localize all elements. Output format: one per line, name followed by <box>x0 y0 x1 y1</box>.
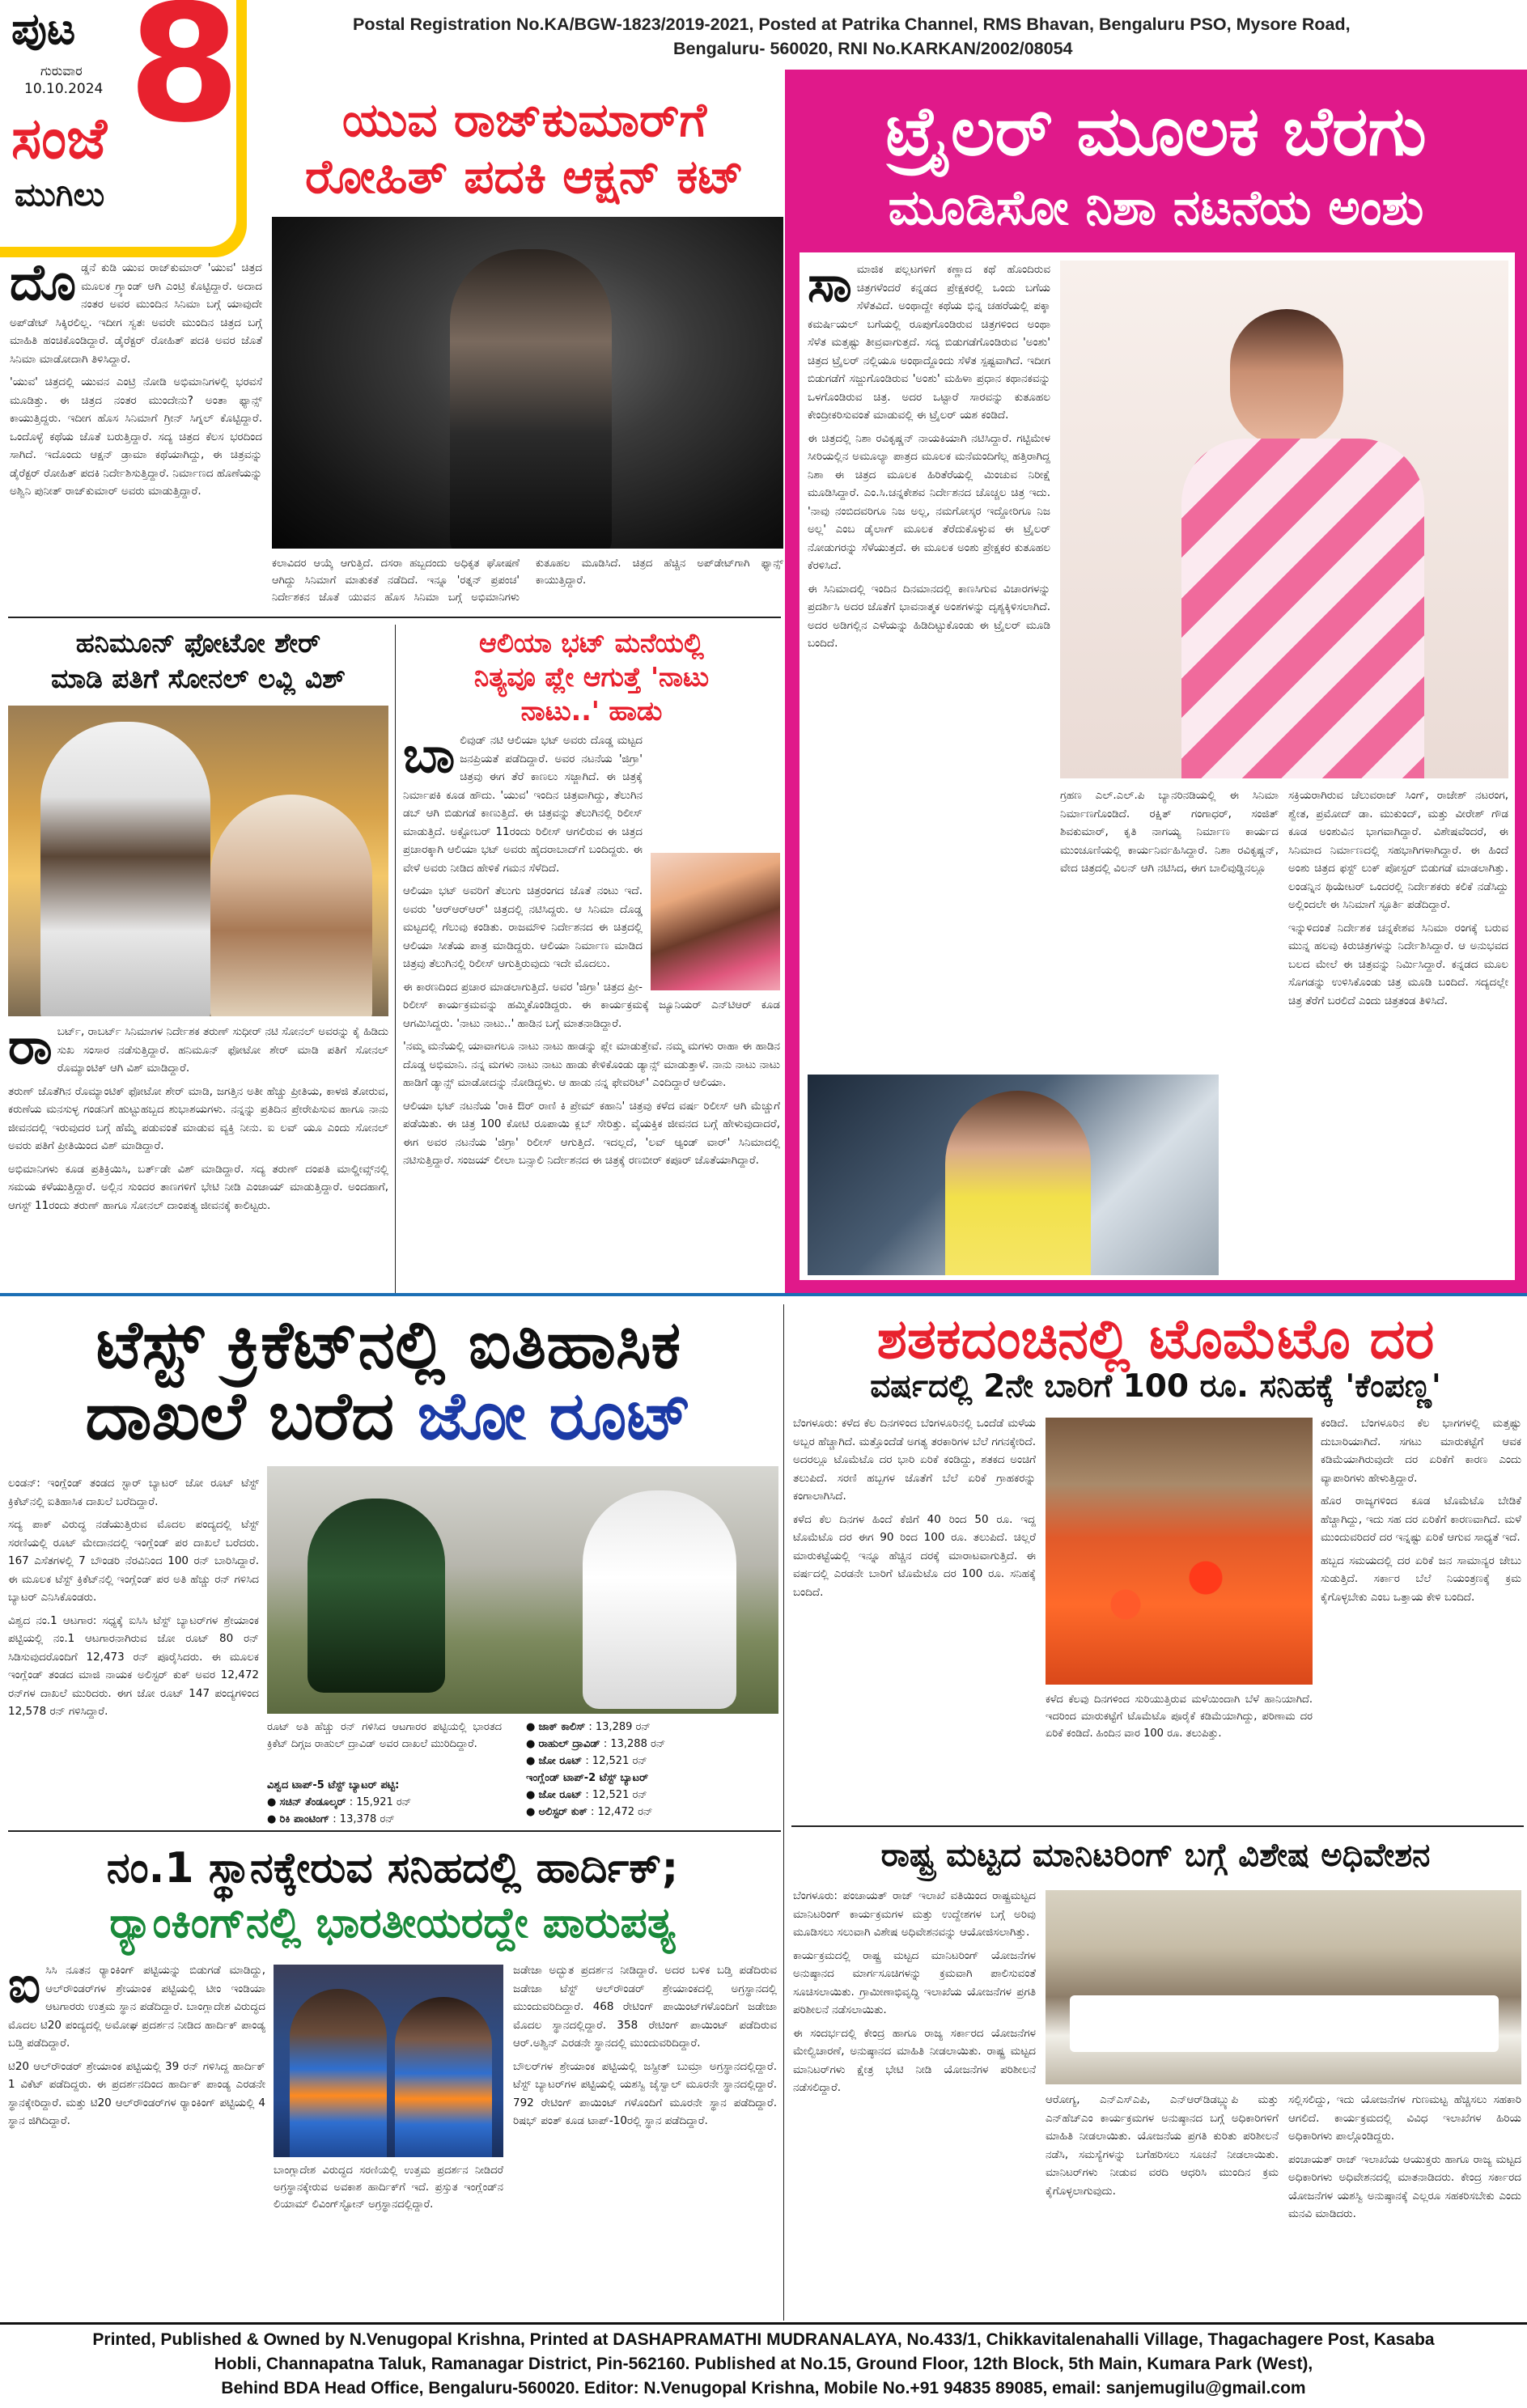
postal-line2: Bengaluru- 560020, RNI No.KARKAN/2002/08054 <box>673 39 1073 58</box>
sonal-headline-1: ಹನಿಮೂನ್ ಫೋಟೋ ಶೇರ್ <box>75 627 321 659</box>
tomato-col1-para-2: ಕಳೆದ ಕೆಲ ದಿನಗಳ ಹಿಂದೆ ಕೆಜಿಗೆ 40 ರಿಂದ 50 ರೂ. ಇದ್ದ ಟೊಮೆಟೊ ದರ ಈಗ 90 ರಿಂದ 100 ರೂ. ತಲುಪಿದೆ. ಚಿಲ್ಲರೆ ಮಾರುಕಟ್ಟೆಯಲ್ಲಿ ಇನ್ನೂ ಹೆಚ್ಚಿನ ದರಕ್ಕೆ ಮಾರಾಟವಾಗುತ್ತಿದೆ. ಈ ವರ್ಷದಲ್ಲಿ ಎರಡನೇ ಬಾರಿಗೆ ಟೊಮೆಟೊ ದರ 100 ರೂ. ಸನಿಹಕ್ಕೆ ಬಂದಿದೆ. <box>793 1512 1036 1599</box>
alia-headline-1: ಆಲಿಯಾ ಭಟ್ ಮನೆಯಲ್ಲಿ <box>479 627 704 659</box>
table-name: ಜೋ ರೂಟ್ <box>538 1755 583 1767</box>
hardik-body-col1 <box>8 1961 265 2317</box>
root-para-2: ಸದ್ಯ ಪಾಕ್ ವಿರುದ್ಧ ನಡೆಯುತ್ತಿರುವ ಮೊದಲ ಪಂದ್ಯದಲ್ಲಿ ಟೆಸ್ಟ್ ಸರಣಿಯಲ್ಲಿ ರೂಟ್ ಮೇದಾನದಲ್ಲಿ ಇಂಗ್ಲೆಂಡ್ ಪರ ದಾಖಲೆ ಬರೆದರು. 167 ಎಸೆತಗಳಲ್ಲಿ 7 ಬೌಂಡರಿ ನೆರವಿನಿಂದ 100 ರನ್ ಬಾರಿಸಿದ್ದಾರೆ. ಈ ಮೂಲಕ ಟೆಸ್ಟ್ ಕ್ರಿಕೆಟ್‌ನಲ್ಲಿ ಇಂಗ್ಲೆಂಡ್ ಪರ ಅತಿ ಹೆಚ್ಚು ರನ್ ಗಳಿಸಿದ ಬ್ಯಾಟರ್ ಎನಿಸಿಕೊಂಡರು. <box>8 1518 259 1604</box>
page-number: 8 <box>128 0 241 159</box>
table-row: ● ಸಚಿನ್ ತೆಂಡೂಲ್ಕರ್ : 15,921 ರನ್ <box>267 1796 412 1808</box>
raj-photo-figure <box>450 249 612 549</box>
table-runs: 13,288 ರನ್ <box>610 1738 666 1750</box>
sonal-photo-man <box>40 722 210 1016</box>
monitor-col1-para-3: ಈ ಸಂದರ್ಭದಲ್ಲಿ ಕೇಂದ್ರ ಹಾಗೂ ರಾಜ್ಯ ಸರ್ಕಾರದ ಯೋಜನೆಗಳ ಮೇಲ್ವಿಚಾರಣೆ, ಅನುಷ್ಠಾನದ ಮಾಹಿತಿ ನೀಡಲಾಯಿತು. ರಾಷ್ಟ್ರ ಮಟ್ಟದ ಮಾನಿಟರ್‌ಗಳು ಕ್ಷೇತ್ರ ಭೇಟಿ ನೀಡಿ ಯೋಜನೆಗಳ ಪರಿಶೀಲನೆ ನಡೆಸಲಿದ್ದಾರೆ. <box>793 2026 1036 2094</box>
raj-headline-1: ಯುವ ರಾಜ್‌ಕುಮಾರ್‌ಗೆ <box>341 92 707 147</box>
tomato-headline-1: ಶತಕದಂಚಿನಲ್ಲಿ ಟೊಮೆಟೊ ದರ <box>876 1308 1435 1371</box>
page-word: ಪುಟ <box>11 3 76 54</box>
divider-v1 <box>395 625 396 1296</box>
alia-body <box>403 731 780 1295</box>
hardik-headline-2: ರ್‍ಯಾಂಕಿಂಗ್‌ನಲ್ಲಿ ಭಾರತೀಯರದ್ದೇ ಪಾರುಪತ್ಯ <box>109 1899 676 1948</box>
brand-line2: ಮುಗಿಲು <box>15 176 105 214</box>
alia-para-5: ಆಲಿಯಾ ಭಟ್ ನಟನೆಯ 'ರಾಕಿ ಔರ್ ರಾಣಿ ಕಿ ಪ್ರೇಮ್ ಕಹಾನಿ' ಚಿತ್ರವು ಕಳೆದ ವರ್ಷ ರಿಲೀಸ್ ಆಗಿ ಮೆಚ್ಚುಗೆ ಪಡೆಯಿತು. ಈ ಚಿತ್ರ 100 ಕೋಟಿ ರೂಪಾಯಿ ಕ್ಲಬ್ ಸೇರಿತ್ತು. ವೈಯಕ್ತಿಕ ಜೀವನದ ಬಗ್ಗೆ ಹೇಳುವುದಾದರೆ, ಈಗ ಅವರ ನಟನೆಯ 'ಜಿಗ್ರಾ' ರಿಲೀಸ್ ಆಗುತ್ತಿದೆ. ಇದಲ್ಲದೆ, 'ಲವ್ ಆ್ಯಂಡ್ ವಾರ್' ಸಿನಿಮಾದಲ್ಲಿ ನಟಿಸುತ್ತಿದ್ದಾರೆ. ಸಂಜಯ್ ಲೀಲಾ ಬನ್ಸಾಲಿ ನಿರ್ದೇಶನದ ಈ ಚಿತ್ರಕ್ಕೆ ರಣಬೀರ್ ಕಪೂರ್ ಜೊತೆಯಾಗಿದ್ದಾರೆ. <box>403 1099 780 1167</box>
tomato-body-col1b: ಕಳೆದ ಕೆಲವು ದಿನಗಳಿಂದ ಸುರಿಯುತ್ತಿರುವ ಮಳೆಯಿಂದಾಗಿ ಬೆಳೆ ಹಾನಿಯಾಗಿದೆ. ಇದರಿಂದ ಮಾರುಕಟ್ಟೆಗೆ ಟೊಮೆಟೊ ಪೂರೈಕೆ ಕಡಿಮೆಯಾಗಿದ್ದು, ಪರಿಣಾಮ ದರ ಏರಿಕೆ ಕಂಡಿದೆ. ಹಿಂದಿನ ವಾರ 100 ರೂ. ತಲುಪಿತ್ತು. <box>1046 1694 1313 1740</box>
monitor-col3-para-1: ಸಲ್ಲಿಸಲಿದ್ದು, ಇದು ಯೋಜನೆಗಳ ಗುಣಮಟ್ಟ ಹೆಚ್ಚಿಸಲು ಸಹಕಾರಿ ಆಗಲಿದೆ. ಕಾರ್ಯಕ್ರಮದಲ್ಲಿ ವಿವಿಧ ಇಲಾಖೆಗಳ ಹಿರಿಯ ಅಧಿಕಾರಿಗಳು ಪಾಲ್ಗೊಂಡಿದ್ದರು. <box>1288 2093 1521 2143</box>
section-separator <box>0 1293 1527 1296</box>
brand-line1: ಸಂಜೆ <box>11 105 108 172</box>
table-runs: 12,521 ರನ್ <box>592 1755 647 1767</box>
nisha-col1-para-1: ಮಾಜಿಕ ಪಲ್ಲಟಗಳಿಗೆ ಕಣ್ಣಾದ ಕಥೆ ಹೊಂದಿರುವ ಚಿತ್ರಗಳೆಂದರೆ ಕನ್ನಡದ ಪ್ರೇಕ್ಷಕರಲ್ಲಿ ಒಂದು ಬಗೆಯ ಸೆಳೆತವಿದೆ. ಅಂಥಾದ್ದೇ ಕಥೆಯ ಭಿನ್ನ ಚಹರೆಯಲ್ಲಿ ಪಕ್ಕಾ ಕಮರ್ಷಿಯಲ್ ಬಗೆಯಲ್ಲಿ ರೂಪುಗೊಂಡಿರುವ ಚಿತ್ರಗಳಿಂದ ಅಂಥಾ ಸೆಳೆತ ಮತ್ತಷ್ಟು ತೀವ್ರವಾಗುತ್ತದೆ. ಸದ್ಯ ಬಿಡುಗಡೆಗೊಂಡಿರುವ 'ಅಂಶು' ಚಿತ್ರದ ಟ್ರೈಲರ್ ನಲ್ಲಿಯೂ ಅಂಥಾದ್ದೊಂದು ಸೆಳೆತ ಸ್ಪಷ್ಟವಾಗಿದೆ. ಇದೀಗ ಬಿಡುಗಡೆಗೆ ಸಜ್ಜುಗೊಂಡಿರುವ 'ಅಂಶು' ಮಹಿಳಾ ಪ್ರಧಾನ ಕಥಾನಕವನ್ನು ಒಳಗೊಂಡಿರುವ ಚಿತ್ರ. ಅದರ ಒಟ್ಟಾರೆ ಸಾರವನ್ನು ಕುತೂಹಲ ಕೇಂದ್ರೀಕರಿಸುವಂತೆ ಮಾಡುವಲ್ಲಿ ಈ ಟ್ರೈಲರ್ ಯಶ ಕಂಡಿದೆ. <box>808 263 1050 422</box>
nisha-box <box>785 70 1527 1293</box>
tomato-photo <box>1046 1418 1313 1685</box>
nisha-col1-para-3: ಈ ಸಿನಿಮಾದಲ್ಲಿ ಇಂದಿನ ದಿನಮಾನದಲ್ಲಿ ಕಾಣಸಿಗುವ ವಿಚಾರಗಳನ್ನು ಪ್ರದರ್ಶಿಸಿ ಅದರ ಜೊತೆಗೆ ಭಾವನಾತ್ಮಕ ಅಂಶಗಳನ್ನು ದೃಶ್ಯಕ್ಕಿಳಿಸಲಾಗಿದೆ. ಅದರ ಅಡಿಗಲ್ಲಿನ ಎಳೆಯನ್ನು ಹಿಡಿದಿಟ್ಟುಕೊಂಡು ಈ ಟ್ರೈಲರ್ ಮೂಡಿ ಬಂದಿದೆ. <box>808 582 1050 650</box>
masthead-logo <box>0 0 247 257</box>
table-row: ● ರಾಹುಲ್ ದ್ರಾವಿಡ್ : 13,288 ರನ್ <box>526 1738 666 1750</box>
table-name: ರಿಕಿ ಪಾಂಟಿಂಗ್ <box>279 1813 330 1825</box>
root-headline-2-wrap <box>8 1378 769 1455</box>
nisha-photo-yellow <box>808 1075 1219 1275</box>
root-headline-2b: ಜೋ ರೂಟ್ <box>417 1378 692 1455</box>
alia-photo <box>651 853 780 990</box>
root-headline-2a: ದಾಖಲೆ ಬರೆದ <box>85 1378 395 1455</box>
nisha-photo-figure-head <box>1230 309 1343 447</box>
table-name: ರಾಹುಲ್ ದ್ರಾವಿಡ್ <box>538 1738 600 1750</box>
sonal-photo <box>8 706 388 1016</box>
monitor-headline: ರಾಷ್ಟ್ರ ಮಟ್ಟದ ಮಾನಿಟರಿಂಗ್ ಬಗ್ಗೆ ವಿಶೇಷ ಅಧಿವೇಶನ <box>880 1837 1431 1874</box>
raj-body-bottom: ಕಲಾವಿದರ ಆಯ್ಕೆ ಆಗುತ್ತಿದೆ. ದಸರಾ ಹಬ್ಬದಂದು ಅಧಿಕೃತ ಘೋಷಣೆ ಆಗಿದ್ದು ಸಿನಿಮಾಗೆ ಮಾತುಕತೆ ನಡೆದಿದೆ. ಇನ್ನೂ 'ರತ್ನನ್ ಪ್ರಪಂಚ' ನಿರ್ದೇಶಕನ ಜೊತೆ ಯುವನ ಹೊಸ ಸಿನಿಮಾ ಬಗ್ಗೆ ಅಭಿಮಾನಿಗಳು ಕುತೂಹಲ ಮೂಡಿಸಿದೆ. ಚಿತ್ರದ ಹೆಚ್ಚಿನ ಅಪ್‌ಡೇಟ್‌ಗಾಗಿ ಫ್ಯಾನ್ಸ್ ಕಾಯುತ್ತಿದ್ದಾರೆ. <box>272 557 783 604</box>
root-photo <box>267 1466 778 1714</box>
root-table-eng-title: ಇಂಗ್ಲೆಂಡ್ ಟಾಪ್-2 ಟೆಸ್ಟ್ ಬ್ಯಾಟರ್ <box>526 1772 649 1784</box>
postal-line1: Postal Registration No.KA/BGW-1823/2019-2021, Posted at Patrika Channel, RMS Bhavan, Bengaluru PSO, Mysore Road, <box>353 15 1351 34</box>
raj-dropcap: ದೊ <box>10 259 77 312</box>
root-body <box>8 1474 259 1788</box>
divider-v2 <box>783 1304 784 2321</box>
monitor-col1-para-1: ಬೆಂಗಳೂರು: ಪಂಚಾಯತ್ ರಾಜ್ ಇಲಾಖೆ ವತಿಯಿಂದ ರಾಷ್ಟ್ರಮಟ್ಟದ ಮಾನಿಟರಿಂಗ್ ಕಾರ್ಯಕ್ರಮಗಳ ಮತ್ತು ಉದ್ದೇಶಗಳ ಬಗ್ಗೆ ಅರಿವು ಮೂಡಿಸಲು ಸಲುವಾಗಿ ವಿಶೇಷ ಅಧಿವೇಶನವನ್ನು ಆಯೋಜಿಸಲಾಗಿತ್ತು. <box>793 1889 1036 1939</box>
nisha-dropcap: ಸಾ <box>808 261 852 313</box>
divider-h3 <box>791 1825 1524 1827</box>
hardik-col2-para-1: ಜಡೇಜಾ ಅದ್ಭುತ ಪ್ರದರ್ಶನ ನೀಡಿದ್ದಾರೆ. ಅದರ ಬಳಿಕ ಬಡ್ತಿ ಪಡೆದಿರುವ ಜಡೇಜಾ ಟೆಸ್ಟ್ ಆಲ್‌ರೌಂಡರ್ ಶ್ರೇಯಾಂಕದಲ್ಲಿ ಅಗ್ರಸ್ಥಾನದಲ್ಲಿ ಮುಂದುವರಿದಿದ್ದಾರೆ. 468 ರೇಟಿಂಗ್ ಪಾಯಿಂಟ್‌ಗಳೊಂದಿಗೆ ಜಡೇಜಾ ಮೊದಲ ಸ್ಥಾನದಲ್ಲಿದ್ದಾರೆ. 358 ರೇಟಿಂಗ್ ಪಾಯಿಂಟ್ ಪಡೆದಿರುವ ಆರ್.ಅಶ್ವಿನ್ ಎರಡನೇ ಸ್ಥಾನದಲ್ಲಿ ಮುಂದುವರಿದಿದ್ದಾರೆ. <box>513 1964 777 2050</box>
nisha-body-col2 <box>1060 786 1279 1070</box>
raj-para-1: ಡ್ಡನೆ ಕುಡಿ ಯುವ ರಾಜ್‌ಕುಮಾರ್ 'ಯುವ' ಚಿತ್ರದ ಮೂಲಕ ಗ್ರ್ಯಾಂಡ್ ಆಗಿ ಎಂಟ್ರಿ ಕೊಟ್ಟಿದ್ದಾರೆ. ಅದಾದ ನಂತರ ಅವರ ಮುಂದಿನ ಸಿನಿಮಾ ಬಗ್ಗೆ ಯಾವುದೇ ಅಪ್‌ಡೇಟ್ ಸಿಕ್ಕಿರಲಿಲ್ಲ. ಇದೀಗ ಸ್ವತಃ ಅವರೇ ಮುಂದಿನ ಚಿತ್ರದ ಬಗ್ಗೆ ಮಾಹಿತಿ ಹಂಚಿಕೊಂಡಿದ್ದಾರೆ. ಡೈರೆಕ್ಟರ್ ರೋಹಿತ್ ಪದಕಿ ಅವರ ಜೊತೆ ಸಿನಿಮಾ ಮಾಡೋದಾಗಿ ತಿಳಿಸಿದ್ದಾರೆ. <box>10 261 262 366</box>
table-runs: 13,378 ರನ್ <box>339 1813 395 1825</box>
root-photo-keeper <box>308 1499 445 1693</box>
table-runs: 12,521 ರನ್ <box>592 1789 647 1801</box>
hardik-col2-para-2: ಬೌಲರ್‌ಗಳ ಶ್ರೇಯಾಂಕ ಪಟ್ಟಿಯಲ್ಲಿ ಜಸ್ಪ್ರೀತ್ ಬುಮ್ರಾ ಅಗ್ರಸ್ಥಾನದಲ್ಲಿದ್ದಾರೆ. ಟೆಸ್ಟ್ ಬ್ಯಾಟರ್‌ಗಳ ಪಟ್ಟಿಯಲ್ಲಿ ಯಶಸ್ವಿ ಜೈಸ್ವಾಲ್ ಮೂರನೇ ಸ್ಥಾನದಲ್ಲಿದ್ದಾರೆ. 792 ರೇಟಿಂಗ್ ಪಾಯಿಂಟ್ ಗಳೊಂದಿಗೆ ಮೂರನೇ ಸ್ಥಾನ ಪಡೆದಿದ್ದಾರೆ. ರಿಷಭ್ ಪಂತ್ ಕೂಡ ಟಾಪ್-10ರಲ್ಲಿ ಸ್ಥಾನ ಪಡೆದಿದ್ದಾರೆ. <box>513 2059 777 2127</box>
hardik-body-col1b: ಬಾಂಗ್ಲಾದೇಶ ವಿರುದ್ಧದ ಸರಣಿಯಲ್ಲಿ ಉತ್ತಮ ಪ್ರದರ್ಶನ ನೀಡಿದರೆ ಅಗ್ರಸ್ಥಾನಕ್ಕೇರುವ ಅವಕಾಶ ಹಾರ್ದಿಕ್‌ಗೆ ಇದೆ. ಪ್ರಸ್ತುತ ಇಂಗ್ಲೆಂಡ್‌ನ ಲಿಯಾಮ್ ಲಿವಿಂಗ್‌ಸ್ಟೋನ್ ಅಗ್ರಸ್ಥಾನದಲ್ಲಿದ್ದಾರೆ. <box>274 2164 503 2211</box>
date-label: 10.10.2024 <box>24 81 104 97</box>
root-table-world <box>267 1777 510 1828</box>
monitor-photo <box>1046 1890 1521 2084</box>
hardik-headline-1: ನಂ.1 ಸ್ಥಾನಕ್ಕೇರುವ ಸನಿಹದಲ್ಲಿ ಹಾರ್ದಿಕ್; <box>106 1844 679 1893</box>
divider-h1 <box>8 617 781 618</box>
monitor-col3-para-2: ಪಂಚಾಯತ್ ರಾಜ್ ಇಲಾಖೆಯ ಆಯುಕ್ತರು ಹಾಗೂ ರಾಜ್ಯ ಮಟ್ಟದ ಅಧಿಕಾರಿಗಳು ಅಧಿವೇಶನದಲ್ಲಿ ಮಾತನಾಡಿದರು. ಕೇಂದ್ರ ಸರ್ಕಾರದ ಯೋಜನೆಗಳ ಯಶಸ್ವಿ ಅನುಷ್ಠಾನಕ್ಕೆ ಎಲ್ಲರೂ ಸಹಕರಿಸಬೇಕು ಎಂದು ಮನವಿ ಮಾಡಿದರು. <box>1288 2152 1521 2220</box>
hardik-col1-para-1: ಸಿಸಿ ನೂತನ ರ್‍ಯಾಂಕಿಂಗ್ ಪಟ್ಟಿಯನ್ನು ಬಿಡುಗಡೆ ಮಾಡಿದ್ದು, ಆಲ್‌ರೌಂಡರ್‌ಗಳ ಶ್ರೇಯಾಂಕ ಪಟ್ಟಿಯಲ್ಲಿ ಟೀಂ ಇಂಡಿಯಾ ಆಟಗಾರರು ಉತ್ತಮ ಸ್ಥಾನ ಪಡೆದಿದ್ದಾರೆ. ಬಾಂಗ್ಲಾದೇಶ ವಿರುದ್ಧದ ಮೊದಲ ಟಿ20 ಪಂದ್ಯದಲ್ಲಿ ಅಮೋಘ ಪ್ರದರ್ಶನ ನೀಡಿದ ಹಾರ್ದಿಕ್ ಪಾಂಡ್ಯ ಬಡ್ತಿ ಪಡೆದಿದ್ದಾರೆ. <box>8 1964 265 2050</box>
root-headline-1: ಟೆಸ್ಟ್ ಕ್ರಿಕೆಟ್‌ನಲ್ಲಿ ಐತಿಹಾಸಿಕ <box>95 1307 681 1384</box>
alia-para-1: ಲಿವುಡ್ ನಟಿ ಆಲಿಯಾ ಭಟ್ ಅವರು ದೊಡ್ಡ ಮಟ್ಟದ ಜನಪ್ರಿಯತೆ ಪಡೆದಿದ್ದಾರೆ. ಅವರ ನಟನೆಯ 'ಜಿಗ್ರಾ' ಚಿತ್ರವು ಈಗ ತೆರೆ ಕಾಣಲು ಸಜ್ಜಾಗಿದೆ. ಈ ಚಿತ್ರಕ್ಕೆ ನಿರ್ಮಾಪಕಿ ಕೂಡ ಹೌದು. 'ಯುವ' ಇಂದಿನ ಚಿತ್ರವಾಗಿದ್ದು, ತೆಲುಗಿನ ಡಬ್ ಆಗಿ ಬಿಡುಗಡೆ ಕಾಣುತ್ತಿದೆ. ಈ ಚಿತ್ರವನ್ನು ತೆಲುಗಿನಲ್ಲಿ ರಿಲೀಸ್ ಮಾಡುತ್ತಿದೆ. ಅಕ್ಟೋಬರ್ 11ರಂದು ರಿಲೀಸ್ ಆಗಲಿರುವ ಈ ಚಿತ್ರದ ಪ್ರಚಾರಕ್ಕಾಗಿ ಆಲಿಯಾ ಭಟ್ ಅವರು ಹೈದರಾಬಾದ್‌ಗೆ ಬಂದಿದ್ದರು. ಈ ವೇಳೆ ಅವರು ನೀಡಿದ ಹೇಳಿಕೆ ಗಮನ ಸೆಳೆದಿದೆ. <box>403 734 643 875</box>
hardik-body-col2 <box>513 1961 777 2317</box>
tomato-col2-para-1: ಕಂಡಿದೆ. ಬೆಂಗಳೂರಿನ ಕೆಲ ಭಾಗಗಳಲ್ಲಿ ಮತ್ತಷ್ಟು ದುಬಾರಿಯಾಗಿದೆ. ಸಗಟು ಮಾರುಕಟ್ಟೆಗೆ ಆವಕ ಕಡಿಮೆಯಾಗಿರುವುದೇ ದರ ಏರಿಕೆಗೆ ಕಾರಣ ಎಂದು ವ್ಯಾಪಾರಿಗಳು ಹೇಳುತ್ತಿದ್ದಾರೆ. <box>1321 1417 1521 1485</box>
sonal-photo-woman <box>210 795 372 1016</box>
monitor-col1-para-2: ಕಾರ್ಯಕ್ರಮದಲ್ಲಿ ರಾಷ್ಟ್ರ ಮಟ್ಟದ ಮಾನಿಟರಿಂಗ್ ಯೋಜನೆಗಳ ಅನುಷ್ಠಾನದ ಮಾರ್ಗಸೂಚಿಗಳನ್ನು ಕ್ರಮವಾಗಿ ಪಾಲಿಸುವಂತೆ ಸೂಚಿಸಲಾಯಿತು. ಗ್ರಾಮೀಣಾಭಿವೃದ್ಧಿ ಇಲಾಖೆಯ ಯೋಜನೆಗಳ ಪ್ರಗತಿ ಪರಿಶೀಲನೆ ನಡೆಸಲಾಯಿತು. <box>793 1948 1036 2016</box>
monitor-body-col1 <box>793 1887 1036 2316</box>
sonal-body <box>8 1023 388 1290</box>
sonal-para-1: ಬರ್ಟ್, ರಾಬರ್ಟ್ ಸಿನಿಮಾಗಳ ನಿರ್ದೇಶಕ ತರುಣ್ ಸುಧೀರ್ ನಟಿ ಸೋನಲ್ ಅವರನ್ನು ಕೈ ಹಿಡಿದು ಸುಖ ಸಂಸಾರ ನಡೆಸುತ್ತಿದ್ದಾರೆ. ಹನಿಮೂನ್ ಫೋಟೋ ಶೇರ್ ಮಾಡಿ ಪತಿಗೆ ಸೋನಲ್ ರೊಮ್ಯಾಂಟಿಕ್ ಆಗಿ ವಿಶ್ ಮಾಡಿದ್ದಾರೆ. <box>57 1025 388 1075</box>
sonal-dropcap: ರಾ <box>8 1023 53 1075</box>
sonal-para-3: ಅಭಿಮಾನಿಗಳು ಕೂಡ ಪ್ರತಿಕ್ರಿಯಿಸಿ, ಬರ್ತ್‌ಡೇ ವಿಶ್ ಮಾಡಿದ್ದಾರೆ. ಸದ್ಯ ತರುಣ್ ದಂಪತಿ ಮಾಲ್ಡೀವ್ಸ್‌ನಲ್ಲಿ ಸಮಯ ಕಳೆಯುತ್ತಿದ್ದಾರೆ. ಅಲ್ಲಿನ ಸುಂದರ ತಾಣಗಳಿಗೆ ಭೇಟಿ ನೀಡಿ ಎಂಜಾಯ್ ಮಾಡುತ್ತಿದ್ದಾರೆ. ಅಂದಹಾಗೆ, ಆಗಸ್ಟ್ 11ರಂದು ತರುಣ್ ಹಾಗೂ ಸೋನಲ್ ದಾಂಪತ್ಯ ಜೀವನಕ್ಕೆ ಕಾಲಿಟ್ಟರು. <box>8 1162 388 1212</box>
root-photo-batter <box>583 1490 736 1709</box>
raj-para-2: 'ಯುವ' ಚಿತ್ರದಲ್ಲಿ ಯುವನ ಎಂಟ್ರಿ ನೋಡಿ ಅಭಿಮಾನಿಗಳಲ್ಲಿ ಭರವಸೆ ಮೂಡಿತ್ತು. ಈ ಚಿತ್ರದ ನಂತರ ಮುಂದೇನು? ಅಂತಾ ಫ್ಯಾನ್ಸ್ ಕಾಯುತ್ತಿದ್ದರು. ಇದೀಗ ಹೊಸ ಸಿನಿಮಾಗೆ ಗ್ರೀನ್ ಸಿಗ್ನಲ್ ಕೊಟ್ಟಿದ್ದಾರೆ. ಒಂದೊಳ್ಳೆ ಕಥೆಯ ಜೊತೆ ಬರುತ್ತಿದ್ದಾರೆ. ಸದ್ಯ ಚಿತ್ರದ ಕೆಲಸ ಭರದಿಂದ ಸಾಗಿದೆ. ಇದೊಂದು ಆಕ್ಷನ್ ಡ್ರಾಮಾ ಕಥೆಯಾಗಿದ್ದು, ಈ ಚಿತ್ರವನ್ನು ಡೈರೆಕ್ಟರ್ ರೋಹಿತ್ ಪದಕಿ ನಿರ್ದೇಶಿಸುತ್ತಿದ್ದಾರೆ. ನಿರ್ಮಾಣದ ಹೊಣೆಯನ್ನು ಅಶ್ವಿನಿ ಪುನೀತ್ ರಾಜ್‌ಕುಮಾರ್ ಅವರು ಮಾಡುತ್ತಿದ್ದಾರೆ. <box>10 375 262 498</box>
tomato-col2-para-2: ಹೊರ ರಾಜ್ಯಗಳಿಂದ ಕೂಡ ಟೊಮೆಟೊ ಬೇಡಿಕೆ ಹೆಚ್ಚಾಗಿದ್ದು, ಇದು ಸಹ ದರ ಏರಿಕೆಗೆ ಕಾರಣವಾಗಿದೆ. ಮಳೆ ಮುಂದುವರಿದರೆ ದರ ಇನ್ನಷ್ಟು ಏರಿಕೆ ಆಗುವ ಸಾಧ್ಯತೆ ಇದೆ. <box>1321 1494 1521 1544</box>
alia-dropcap: ಬಾ <box>403 731 456 784</box>
table-name: ಸಚಿನ್ ತೆಂಡೂಲ್ಕರ್ <box>279 1796 346 1808</box>
nisha-col2-para-1: ಗ್ರಹಣ ಎಲ್.ಎಲ್.ಪಿ ಬ್ಯಾನರಿನಡಿಯಲ್ಲಿ ಈ ಸಿನಿಮಾ ನಿರ್ಮಾಣಗೊಂಡಿದೆ. ರಕ್ಷಿತ್ ಗಂಗಾಧರ್, ಸಂಜಿತ್ ಶಿವಕುಮಾರ್, ಕೃತಿ ನಾಗಯ್ಯ ನಿರ್ಮಾಣ ಕಾರ್ಯದ ಮುಂಚೂಣಿಯಲ್ಲಿ ಕಾರ್ಯನಿರ್ವಹಿಸಿದ್ದಾರೆ. ನಿಶಾ ರವಿಕೃಷ್ಣನ್, ವೇದ ಚಿತ್ರದಲ್ಲಿ ವಿಲನ್ ಆಗಿ ನಟಿಸಿದ, ಈಗ ಬಾಲಿವುಡ್ಡಿನಲ್ಲೂ <box>1060 789 1279 875</box>
tomato-headline-2: ವರ್ಷದಲ್ಲಿ 2ನೇ ಬಾರಿಗೆ 100 ರೂ. ಸನಿಹಕ್ಕೆ 'ಕೆಂಪಣ್ಣ' <box>870 1368 1441 1405</box>
nisha-photo-main <box>1060 261 1508 778</box>
sonal-headline-2: ಮಾಡಿ ಪತಿಗೆ ಸೋನಲ್ ಲವ್ಲಿ ವಿಶ್ <box>50 663 346 694</box>
raj-headline-2: ರೋಹಿತ್ ಪದಕಿ ಆಕ್ಷನ್ ಕಟ್ <box>304 149 744 204</box>
alia-para-4: 'ನಮ್ಮ ಮನೆಯಲ್ಲಿ ಯಾವಾಗಲೂ ನಾಟು ನಾಟು ಹಾಡನ್ನು ಪ್ಲೇ ಮಾಡುತ್ತೇವೆ. ನಮ್ಮ ಮಗಳು ರಾಹಾ ಈ ಹಾಡಿನ ದೊಡ್ಡ ಅಭಿಮಾನಿ. ನನ್ನ ಮಗಳು ನಾಟು ನಾಟು ಹಾಡು ಕೇಳಿಕೊಂಡು ಡ್ಯಾನ್ಸ್ ಮಾಡುತ್ತಾಳೆ. ನಾನು ನಾಟು ನಾಟು ಹಾಡಿಗೆ ಡ್ಯಾನ್ಸ್ ಮಾಡೋದನ್ನು ನೋಡಿದ್ದಳು. ಆ ಹಾಡು ನನ್ನ ಫೇವರಿಟ್' ಎಂದಿದ್ದಾರೆ ಆಲಿಯಾ. <box>403 1040 780 1089</box>
nisha-content <box>800 252 1515 1280</box>
hardik-photo-player1 <box>290 1989 387 2157</box>
table-name: ಜಾಕ್ ಕಾಲಿಸ್ <box>538 1721 586 1733</box>
nisha-headline-2: ಮೂಡಿಸೋ ನಿಶಾ ನಟನೆಯ ಅಂಶು <box>888 180 1424 236</box>
tomato-body-col1 <box>793 1414 1036 1722</box>
nisha-body-col1 <box>808 261 1050 1070</box>
divider-h2 <box>8 1830 781 1832</box>
nisha-body-col3 <box>1288 786 1508 1272</box>
tomato-col1-para-1: ಬೆಂಗಳೂರು: ಕಳೆದ ಕೆಲ ದಿನಗಳಿಂದ ಬೆಂಗಳೂರಿನಲ್ಲಿ ಒಂದೆಡೆ ಮಳೆಯ ಅಬ್ಬರ ಹೆಚ್ಚಾಗಿದೆ. ಮತ್ತೊಂದೆಡೆ ಅಗತ್ಯ ತರಕಾರಿಗಳ ಬೆಲೆ ಗಗನಕ್ಕೇರಿದೆ. ಅದರಲ್ಲೂ ಟೊಮೆಟೊ ದರ ಭಾರಿ ಏರಿಕೆ ಕಂಡಿದ್ದು, ಶತಕದ ಅಂಚಿಗೆ ತಲುಪಿದೆ. ಸರಣಿ ಹಬ್ಬಗಳ ಜೊತೆಗೆ ಬೆಲೆ ಏರಿಕೆ ಗ್ರಾಹಕರನ್ನು ಕಂಗಾಲಾಗಿಸಿದೆ. <box>793 1417 1036 1503</box>
nisha-col3-para-2: ಇನ್ನುಳಿದಂತೆ ನಿರ್ದೇಶಕ ಚನ್ನಕೇಶವ ಸಿನಿಮಾ ರಂಗಕ್ಕೆ ಬರುವ ಮುನ್ನ ಹಲವು ಕಿರುಚಿತ್ರಗಳನ್ನು ನಿರ್ದೇಶಿಸಿದ್ದಾರೆ. ಆ ಅನುಭವದ ಬಲದ ಮೇಲೆ ಈ ಚಿತ್ರವನ್ನು ನಿರ್ಮಿಸಿದ್ದಾರೆ. ಕನ್ನಡದ ಮೂಲ ಸೊಗಡನ್ನು ಉಳಿಸಿಕೊಂಡು ಚಿತ್ರ ಮೂಡಿ ಬಂದಿದೆ. ಸದ್ಯದಲ್ಲೇ ಚಿತ್ರ ತೆರೆಗೆ ಬರಲಿದೆ ಎಂದು ಚಿತ್ರತಂಡ ತಿಳಿಸಿದೆ. <box>1288 921 1508 1007</box>
table-runs: 12,472 ರನ್ <box>597 1806 653 1818</box>
alia-headline-2: ನಿತ್ಯವೂ ಪ್ಲೇ ಆಗುತ್ತೆ 'ನಾಟು <box>473 661 710 693</box>
tomato-body-col2 <box>1321 1414 1521 1819</box>
nisha-photo-yellow-figure <box>945 1091 1091 1275</box>
hardik-photo-player2 <box>395 1997 492 2157</box>
hardik-photo <box>274 1965 503 2157</box>
table-row: ● ಜಾಕ್ ಕಾಲಿಸ್ : 13,289 ರನ್ <box>526 1721 651 1733</box>
hardik-dropcap: ಐ <box>8 1961 41 2014</box>
table-row: ● ರಿಕಿ ಪಾಂಟಿಂಗ್ : 13,378 ರನ್ <box>267 1813 395 1825</box>
root-caption: ರೂಟ್ ಅತಿ ಹೆಚ್ಚು ರನ್ ಗಳಿಸಿದ ಆಟಗಾರರ ಪಟ್ಟಿಯಲ್ಲಿ ಭಾರತದ ಕ್ರಿಕೆಟ್ ದಿಗ್ಗಜ ರಾಹುಲ್ ದ್ರಾವಿಡ್ ಅವರ ದಾಖಲೆ ಮುರಿದಿದ್ದಾರೆ. <box>267 1721 502 1750</box>
monitor-body-col2 <box>1046 2091 1279 2317</box>
table-row: ● ಅಲಿಸ್ಟರ್ ಕುಕ್ : 12,472 ರನ್ <box>526 1806 653 1818</box>
root-table-right <box>526 1719 777 1821</box>
table-row: ● ಜೋ ರೂಟ್ : 12,521 ರನ್ <box>526 1755 647 1767</box>
monitor-photo-table <box>1070 1995 1499 2052</box>
raj-body <box>10 259 262 576</box>
root-table-world-title: ವಿಶ್ವದ ಟಾಪ್-5 ಟೆಸ್ಟ್ ಬ್ಯಾಟರ್ ಪಟ್ಟಿ: <box>267 1779 400 1791</box>
root-para-3: ವಿಶ್ವದ ನಂ.1 ಆಟಗಾರ: ಸಧ್ಯಕ್ಕೆ ಐಸಿಸಿ ಟೆಸ್ಟ್ ಬ್ಯಾಟರ್‌ಗಳ ಶ್ರೇಯಾಂಕ ಪಟ್ಟಿಯಲ್ಲಿ ನಂ.1 ಆಟಗಾರನಾಗಿರುವ ಜೋ ರೂಟ್ 80 ರನ್ ಸಿಡಿಸುವುದರೊಂದಿಗೆ 12,473 ರನ್ ಪೂರೈಸಿದರು. ಈ ಮೂಲಕ ಇಂಗ್ಲೆಂಡ್ ತಂಡದ ಮಾಜಿ ನಾಯಕ ಅಲಿಸ್ಟರ್ ಕುಕ್ ಅವರ 12,472 ರನ್‌ಗಳ ದಾಖಲೆ ಮುರಿದರು. ಈಗ ಜೋ ರೂಟ್ 147 ಪಂದ್ಯಗಳಿಂದ 12,578 ರನ್ ಗಳಿಸಿದ್ದಾರೆ. <box>8 1613 259 1718</box>
raj-photo <box>272 217 783 549</box>
root-para-1: ಲಂಡನ್: ಇಂಗ್ಲೆಂಡ್ ತಂಡದ ಸ್ಟಾರ್ ಬ್ಯಾಟರ್ ಜೋ ರೂಟ್ ಟೆಸ್ಟ್ ಕ್ರಿಕೆಟ್‌ನಲ್ಲಿ ಐತಿಹಾಸಿಕ ದಾಖಲೆ ಬರೆದಿದ್ದಾರೆ. <box>8 1477 259 1508</box>
table-name: ಅಲಿಸ್ಟರ್ ಕುಕ್ <box>538 1806 587 1818</box>
footer-line3: Behind BDA Head Office, Bengaluru-560020. Editor: N.Venugopal Krishna, Mobile No.+91 94835 89085, email: sanjemugilu@gmail.com <box>221 2379 1306 2397</box>
alia-para-3: ಈ ಕಾರಣದಿಂದ ಪ್ರಚಾರ ಮಾಡಲಾಗುತ್ತಿದೆ. ಅವರ 'ಜಿಗ್ರಾ' ಚಿತ್ರದ ಪ್ರೀ-ರಿಲೀಸ್ ಕಾರ್ಯಕ್ರಮವನ್ನು ಹಮ್ಮಿಕೊಂಡಿದ್ದರು. ಈ ಕಾರ್ಯಕ್ರಮಕ್ಕೆ ಜ್ಯೂನಿಯರ್ ಎನ್‌ಟಿಆರ್ ಕೂಡ ಆಗಮಿಸಿದ್ದರು. 'ನಾಟು ನಾಟು..' ಹಾಡಿನ ಬಗ್ಗೆ ಮಾತನಾಡಿದ್ದಾರೆ. <box>403 980 780 1030</box>
tomato-col2-para-3: ಹಬ್ಬದ ಸಮಯದಲ್ಲಿ ದರ ಏರಿಕೆ ಜನ ಸಾಮಾನ್ಯರ ಜೇಬು ಸುಡುತ್ತಿದೆ. ಸರ್ಕಾರ ಬೆಲೆ ನಿಯಂತ್ರಣಕ್ಕೆ ಕ್ರಮ ಕೈಗೊಳ್ಳಬೇಕು ಎಂಬ ಒತ್ತಾಯ ಕೇಳಿ ಬಂದಿದೆ. <box>1321 1554 1521 1604</box>
footer-line1: Printed, Published & Owned by N.Venugopal Krishna, Printed at DASHAPRAMATHI MUDRANALAYA, No.433/1, Chikkavitalenahalli Village, Thagachagere Post, Kasaba <box>92 2330 1435 2349</box>
monitor-col2-para-1: ಆರೋಗ್ಯ, ಎನ್‌ಎಸ್‌ಎಪಿ, ಎನ್‌ಆರ್‌ಡಿಡಬ್ಲ್ಯುಪಿ ಮತ್ತು ಎನ್‌ಹೆಚ್‌ಎಂ ಕಾರ್ಯಕ್ರಮಗಳ ಅನುಷ್ಠಾನದ ಬಗ್ಗೆ ಅಧಿಕಾರಿಗಳಿಗೆ ಮಾಹಿತಿ ನೀಡಲಾಯಿತು. ಯೋಜನೆಯ ಪ್ರಗತಿ ಕುರಿತು ಪರಿಶೀಲನೆ ನಡೆಸಿ, ಸಮಸ್ಯೆಗಳನ್ನು ಬಗೆಹರಿಸಲು ಸೂಚನೆ ನೀಡಲಾಯಿತು. ಮಾನಿಟರ್‌ಗಳು ನೀಡುವ ವರದಿ ಆಧರಿಸಿ ಮುಂದಿನ ಕ್ರಮ ಕೈಗೊಳ್ಳಲಾಗುವುದು. <box>1046 2093 1279 2198</box>
table-name: ಜೋ ರೂಟ್ <box>538 1789 583 1801</box>
table-row: ● ಜೋ ರೂಟ್ : 12,521 ರನ್ <box>526 1789 647 1801</box>
table-runs: 13,289 ರನ್ <box>595 1721 651 1733</box>
footer-rule <box>0 2322 1527 2325</box>
nisha-photo-figure-saree <box>1181 439 1424 778</box>
monitor-body-col3 <box>1288 2091 1521 2317</box>
footer-line2: Hobli, Channapatna Taluk, Ramanagar District, Pin-562160. Published at No.15, Ground Floor, 12th Block, 5th Main, Kumara Park (West), <box>214 2355 1313 2373</box>
nisha-col3-para-1: ಸಕ್ರಿಯರಾಗಿರುವ ಚೆಲುವರಾಜ್ ಸಿಂಗ್, ರಾಜೇಶ್ ನಟರಂಗ, ಶ್ವೇತ, ಪ್ರಮೋದ್ ಡಾ. ಮುಕುಂದ್, ಮತ್ತು ವೀರೇಶ್ ಗೌಡ ಕೂಡ ಅಂಶುವಿನ ಭಾಗವಾಗಿದ್ದಾರೆ. ವಿಶೇಷವೆಂದರೆ, ಈ ಸಿನಿಮಾದ ನಿರ್ಮಾಣದಲ್ಲಿ ಸಹಭಾಗಿಗಳಾಗಿದ್ದಾರೆ. ಈ ಹಿಂದೆ ಅಂಶು ಚಿತ್ರದ ಫಸ್ಟ್ ಲುಕ್ ಪೋಸ್ಟರ್ ಬಿಡುಗಡೆ ಮಾಡಲಾಗಿತ್ತು. ಲಂಡನ್ನಿನ ಥಿಯೇಟರ್ ಒಂದರಲ್ಲಿ ನಿರ್ದೇಶಕರು ಕಲಿಕೆ ನಡೆಸಿದ್ದು ಅಲ್ಲಿಂದಲೇ ಈ ಸಿನಿಮಾಗೆ ಸ್ಫೂರ್ತಿ ಪಡೆದಿದ್ದಾರೆ. <box>1288 789 1508 911</box>
table-runs: 15,921 ರನ್ <box>356 1796 412 1808</box>
sonal-para-2: ತರುಣ್ ಜೊತೆಗಿನ ರೊಮ್ಯಾಂಟಿಕ್ ಫೋಟೋ ಶೇರ್ ಮಾಡಿ, ಜಗತ್ತಿನ ಅತೀ ಹೆಚ್ಚು ಪ್ರೀತಿಯ, ಕಾಳಜಿ ತೋರುವ, ಕರುಣೆಯ ಮನಸುಳ್ಳ ಗಂಡನಿಗೆ ಹುಟ್ಟುಹಬ್ಬದ ಶುಭಾಶಯಗಳು. ನನ್ನನ್ನು ಪ್ರತಿದಿನ ಪ್ರೇರೇಪಿಸುವ ಹಾಗೂ ನಾನು ಜೀವನದಲ್ಲಿ ಇರುವುದರ ಬಗ್ಗೆ ಹೆಮ್ಮೆ ಪಡುವಂತೆ ಮಾಡುವ ವ್ಯಕ್ತಿ ನೀನು. ಐ ಲವ್ ಯೂ ಎಂದು ಸೋನಲ್ ಅವರು ಪತಿಗೆ ಪ್ರೀತಿಯಿಂದ ವಿಶ್ ಮಾಡಿದ್ದಾರೆ. <box>8 1084 388 1152</box>
day-label: ಗುರುವಾರ <box>40 63 83 78</box>
alia-para-2: ಆಲಿಯಾ ಭಟ್ ಅವರಿಗೆ ತೆಲುಗು ಚಿತ್ರರಂಗದ ಜೊತೆ ನಂಟು ಇದೆ. ಅವರು 'ಆರ್‌ಆರ್‌ಆರ್' ಚಿತ್ರದಲ್ಲಿ ನಟಿಸಿದ್ದರು. ಆ ಸಿನಿಮಾ ದೊಡ್ಡ ಮಟ್ಟದಲ್ಲಿ ಗೆಲುವು ಕಂಡಿತು. ರಾಜಮೌಳಿ ನಿರ್ದೇಶನದ ಈ ಚಿತ್ರದಲ್ಲಿ ಆಲಿಯಾ ಸೀತೆಯ ಪಾತ್ರ ಮಾಡಿದ್ದರು. ಆಲಿಯಾ ನಿರ್ಮಾಣ ಮಾಡಿದ ಚಿತ್ರವು ತೆಲುಗಿನಲ್ಲಿ ರಿಲೀಸ್ ಆಗುತ್ತಿರುವುದು ಇದೇ ಮೊದಲು. <box>403 884 643 970</box>
alia-headline-3: ನಾಟು..' ಹಾಡು <box>520 695 663 727</box>
nisha-headline-1: ಟ್ರೈಲರ್ ಮೂಲಕ ಬೆರಗು <box>885 91 1427 171</box>
hardik-col1-para-2: ಟಿ20 ಆಲ್‌ರೌಂಡರ್ ಶ್ರೇಯಾಂಕ ಪಟ್ಟಿಯಲ್ಲಿ 39 ರನ್ ಗಳಿಸಿದ್ದ ಹಾರ್ದಿಕ್ 1 ವಿಕೆಟ್ ಪಡೆದಿದ್ದರು. ಈ ಪ್ರದರ್ಶನದಿಂದ ಹಾರ್ದಿಕ್ ಪಾಂಡ್ಯ ಎರಡನೇ ಸ್ಥಾನಕ್ಕೇರಿದ್ದಾರೆ. ಮತ್ತು ಟಿ20 ಆಲ್‌ರೌಂಡರ್‌ಗಳ ರ್‍ಯಾಂಕಿಂಗ್ ಪಟ್ಟಿಯಲ್ಲಿ 4 ಸ್ಥಾನ ಜಿಗಿದಿದ್ದಾರೆ. <box>8 2059 265 2127</box>
nisha-col1-para-2: ಈ ಚಿತ್ರದಲ್ಲಿ ನಿಶಾ ರವಿಕೃಷ್ಣನ್ ನಾಯಕಿಯಾಗಿ ನಟಿಸಿದ್ದಾರೆ. ಗಟ್ಟಿಮೇಳ ಸೀರಿಯಲ್ಲಿನ ಅಮೂಲ್ಯಾ ಪಾತ್ರದ ಮೂಲಕ ಮನೆಮಂದಿಗೆಲ್ಲ ಹತ್ತಿರಾಗಿದ್ದ ನಿಶಾ ಈ ಚಿತ್ರದ ಮೂಲಕ ಹಿರಿತೆರೆಯಲ್ಲಿ ಮಿಂಚುವ ನಿರೀಕ್ಷೆ ಮೂಡಿಸಿದ್ದಾರೆ. ಎಂ.ಸಿ.ಚನ್ನಕೇಶವ ನಿರ್ದೇಶನದ ಚೊಚ್ಚಲ ಚಿತ್ರ ಇದು. 'ನಾವು ನಂಬಿದವರಿಗೂ ನಿಜ ಅಲ್ಲ, ನಮಗೋಸ್ಕರ ಇದ್ದೋರಿಗೂ ನಿಜ ಅಲ್ಲ' ಎಂಬ ಡೈಲಾಗ್ ಮೂಲಕ ತೆರೆದುಕೊಳ್ಳುವ ಈ ಟ್ರೈಲರ್ ನೋಡುಗರನ್ನು ಸೆಳೆಯುತ್ತದೆ. ಈ ಮೂಲಕ ಅಂಶು ಪ್ರೇಕ್ಷಕರ ಕುತೂಹಲ ಕೆರಳಿಸಿದೆ. <box>808 431 1050 572</box>
